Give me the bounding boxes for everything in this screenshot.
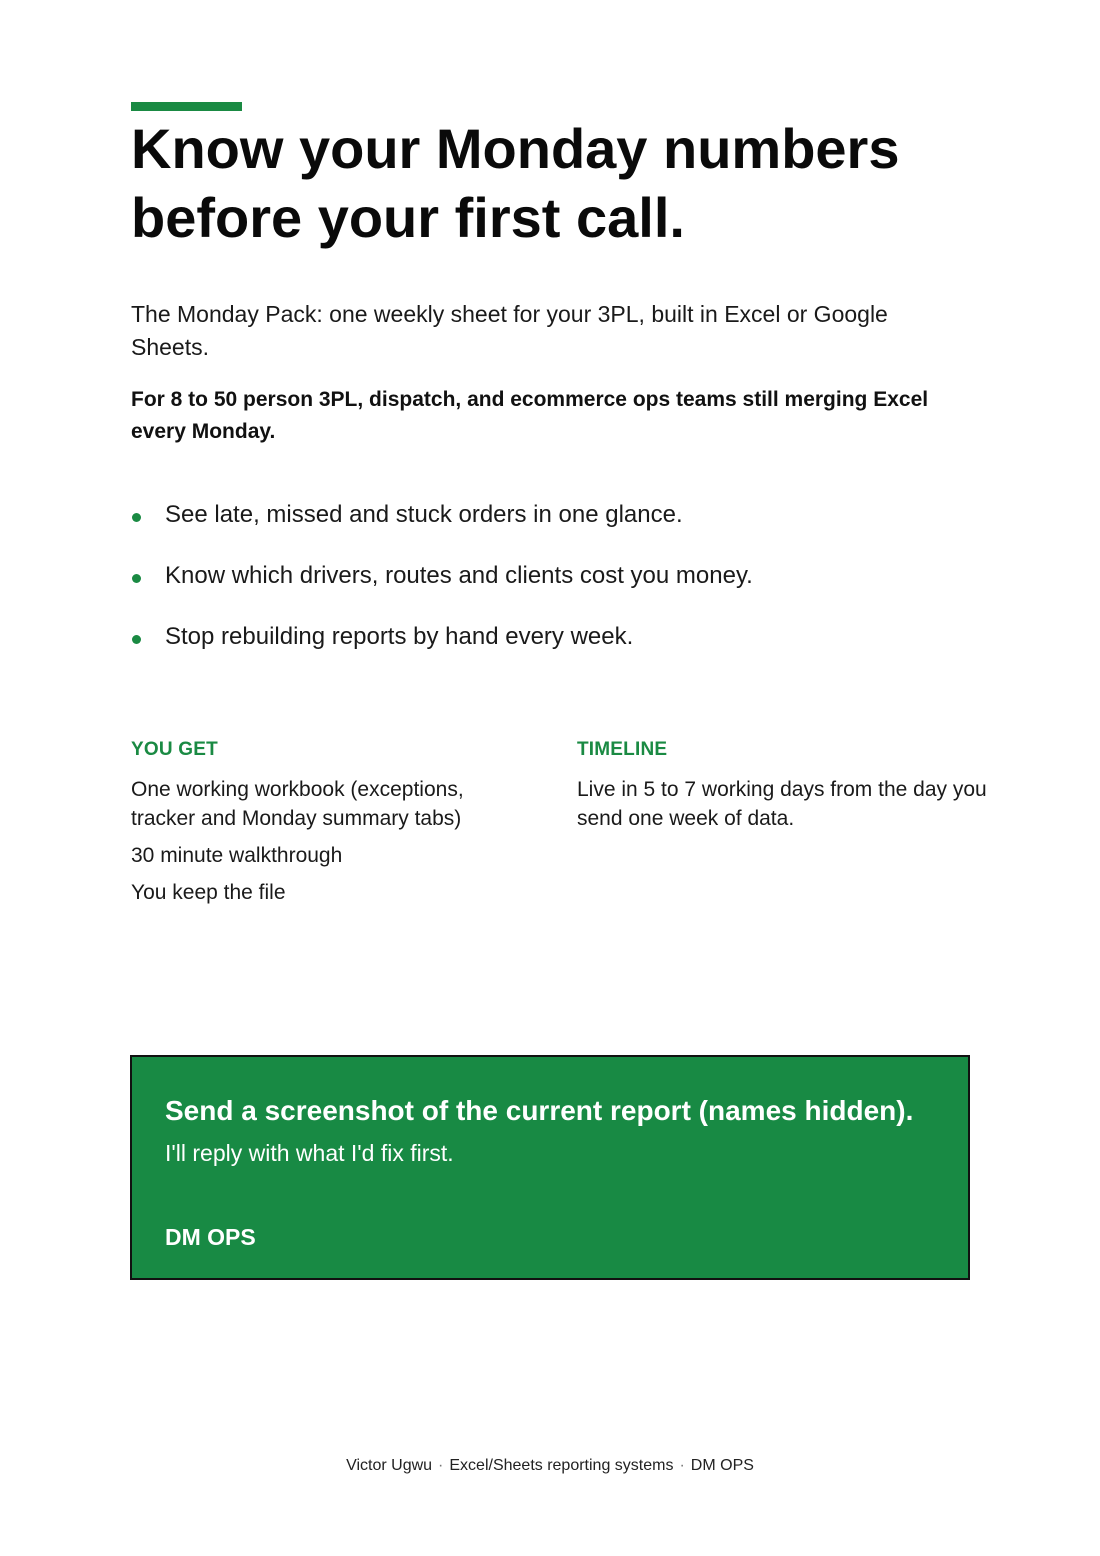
page-headline	[131, 114, 991, 252]
accent-bar	[131, 102, 242, 111]
cta-subtext: I'll reply with what I'd fix first.	[165, 1140, 454, 1166]
footer-brand: DM OPS	[690, 1457, 754, 1474]
intro-text: The Monday Pack: one weekly sheet for your 3PL, built in Excel or Google Sheets.	[131, 301, 888, 360]
timeline-text: Live in 5 to 7 working days from the day you send one week of data.	[577, 778, 987, 830]
audience-text: For 8 to 50 person 3PL, dispatch, and ecommerce ops teams still merging Excel every Monday.	[131, 388, 929, 443]
cta-box	[130, 1055, 970, 1280]
timeline-section	[577, 737, 997, 841]
benefit-text: Stop rebuilding reports by hand every week.	[165, 623, 634, 650]
you-get-item: 30 minute walkthrough	[131, 844, 343, 867]
bullet-icon	[132, 574, 141, 583]
bullet-icon	[132, 513, 141, 522]
headline-line-2: before your first call.	[131, 186, 685, 249]
benefit-item	[131, 561, 961, 622]
you-get-item: You keep the file	[131, 881, 286, 904]
benefit-item	[131, 622, 961, 683]
footer-tagline: Excel/Sheets reporting systems	[449, 1457, 674, 1474]
benefit-item	[131, 500, 961, 561]
cta-brand: DM OPS	[165, 1224, 256, 1250]
benefits-list	[131, 500, 961, 683]
bullet-icon	[132, 635, 141, 644]
benefit-text: See late, missed and stuck orders in one glance.	[165, 501, 683, 528]
you-get-section	[131, 737, 531, 915]
footer	[0, 1455, 1100, 1477]
footer-name: Victor Ugwu	[346, 1457, 433, 1474]
you-get-title: YOU GET	[131, 739, 218, 760]
benefit-text: Know which drivers, routes and clients cost you money.	[165, 562, 753, 589]
cta-heading: Send a screenshot of the current report (names hidden).	[165, 1095, 914, 1126]
footer-separator: ·	[679, 1457, 685, 1474]
you-get-item: One working workbook (exceptions, tracker and Monday summary tabs)	[131, 778, 464, 830]
timeline-title: TIMELINE	[577, 739, 668, 760]
headline-line-1: Know your Monday numbers	[131, 117, 900, 180]
footer-separator: ·	[438, 1457, 444, 1474]
